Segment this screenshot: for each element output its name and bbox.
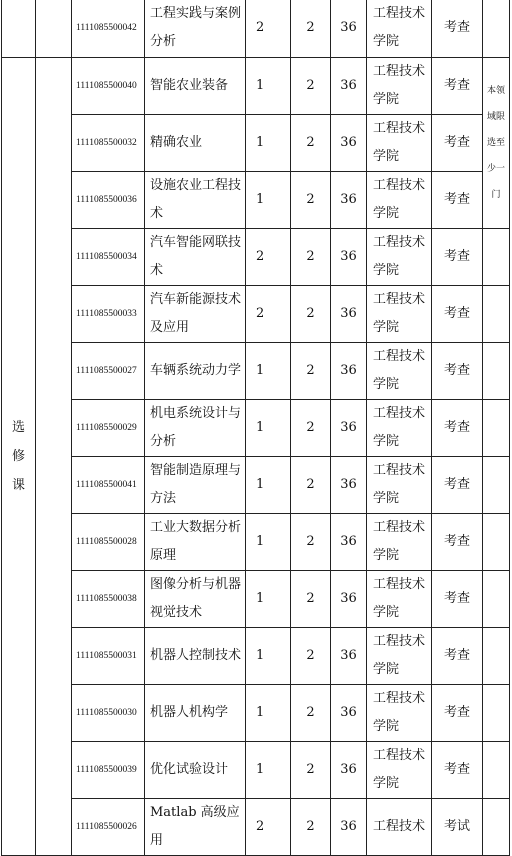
course-credit: 1 (246, 457, 291, 514)
course-code: 1111085500026 (72, 799, 145, 856)
course-credit: 1 (246, 742, 291, 799)
course-credit: 1 (246, 115, 291, 172)
course-code: 1111085500031 (72, 628, 145, 685)
course-weeks: 2 (291, 229, 331, 286)
table-row (2, 742, 510, 799)
course-department: 工程技术学院 (367, 400, 432, 457)
course-code: 1111085500032 (72, 115, 145, 172)
course-name: 智能农业装备 (145, 58, 246, 115)
course-name: 图像分析与机器视觉技术 (145, 571, 246, 628)
course-hours: 36 (331, 400, 367, 457)
course-department: 工程技术学院 (367, 58, 432, 115)
course-department: 工程技术学院 (367, 286, 432, 343)
course-hours: 36 (331, 115, 367, 172)
course-exam-type: 考查 (432, 685, 483, 742)
course-hours: 36 (331, 343, 367, 400)
course-department: 工程技术学院 (367, 229, 432, 286)
course-credit: 1 (246, 514, 291, 571)
subcategory-cell-blank (36, 0, 72, 58)
course-weeks: 2 (291, 571, 331, 628)
course-weeks: 2 (291, 514, 331, 571)
course-name: 优化试验设计 (145, 742, 246, 799)
course-name: 机器人机构学 (145, 685, 246, 742)
elective-note-line: 域限 (486, 112, 505, 122)
course-weeks: 2 (291, 172, 331, 229)
table-row (2, 0, 510, 58)
course-code: 1111085500029 (72, 400, 145, 457)
course-department: 工程技术学院 (367, 571, 432, 628)
table-row (2, 628, 510, 685)
table-row (2, 400, 510, 457)
course-code: 1111085500028 (72, 514, 145, 571)
course-credit: 1 (246, 685, 291, 742)
course-hours: 36 (331, 514, 367, 571)
course-weeks: 2 (291, 628, 331, 685)
course-name: 机器人控制技术 (145, 628, 246, 685)
course-code: 1111085500041 (72, 457, 145, 514)
course-department: 工程技术学院 (367, 343, 432, 400)
table-row (2, 286, 510, 343)
elective-note-line: 少一 (486, 164, 505, 174)
course-credit: 1 (246, 400, 291, 457)
table-row (2, 799, 510, 856)
course-exam-type: 考查 (432, 172, 483, 229)
course-exam-type: 考查 (432, 457, 483, 514)
table-row (2, 685, 510, 742)
note-cell-blank (483, 343, 510, 400)
subcategory-cell-blank (36, 58, 72, 856)
course-code: 1111085500039 (72, 742, 145, 799)
note-cell-blank (483, 685, 510, 742)
course-credit: 2 (246, 229, 291, 286)
note-cell-blank (483, 571, 510, 628)
course-exam-type: 考查 (432, 571, 483, 628)
course-weeks: 2 (291, 0, 331, 58)
course-weeks: 2 (291, 685, 331, 742)
course-hours: 36 (331, 742, 367, 799)
course-name: 智能制造原理与方法 (145, 457, 246, 514)
elective-note-line: 选至 (486, 138, 505, 148)
course-weeks: 2 (291, 400, 331, 457)
table-row (2, 571, 510, 628)
category-char: 课 (11, 478, 25, 493)
course-exam-type: 考查 (432, 0, 483, 58)
course-name: 汽车智能网联技术 (145, 229, 246, 286)
course-department: 工程技术学院 (367, 115, 432, 172)
course-weeks: 2 (291, 343, 331, 400)
course-exam-type: 考查 (432, 742, 483, 799)
course-hours: 36 (331, 286, 367, 343)
course-weeks: 2 (291, 799, 331, 856)
course-credit: 1 (246, 628, 291, 685)
table-row (2, 457, 510, 514)
course-code: 1111085500033 (72, 286, 145, 343)
course-credit: 2 (246, 799, 291, 856)
course-exam-type: 考查 (432, 400, 483, 457)
category-label (2, 58, 36, 856)
course-credit: 1 (246, 58, 291, 115)
course-name: Matlab 高级应用 (145, 799, 246, 856)
course-exam-type: 考查 (432, 286, 483, 343)
note-cell-blank (483, 286, 510, 343)
elective-note-line: 门 (491, 190, 501, 200)
course-name: 设施农业工程技术 (145, 172, 246, 229)
note-cell-blank (483, 514, 510, 571)
course-weeks: 2 (291, 58, 331, 115)
table-row (2, 229, 510, 286)
course-code: 1111085500042 (72, 0, 145, 58)
course-code: 1111085500036 (72, 172, 145, 229)
course-exam-type: 考查 (432, 628, 483, 685)
course-hours: 36 (331, 58, 367, 115)
note-cell-blank (483, 742, 510, 799)
note-cell-blank (483, 628, 510, 685)
course-name: 车辆系统动力学 (145, 343, 246, 400)
note-cell-blank (483, 229, 510, 286)
category-char: 修 (11, 449, 25, 464)
course-name: 精确农业 (145, 115, 246, 172)
course-weeks: 2 (291, 115, 331, 172)
note-cell-blank (483, 457, 510, 514)
course-hours: 36 (331, 571, 367, 628)
note-cell-blank (483, 400, 510, 457)
course-code: 1111085500030 (72, 685, 145, 742)
course-exam-type: 考查 (432, 115, 483, 172)
course-code: 1111085500027 (72, 343, 145, 400)
elective-note (483, 58, 510, 229)
course-rows (2, 0, 510, 856)
course-exam-type: 考查 (432, 514, 483, 571)
course-name: 工程实践与案例分析 (145, 0, 246, 58)
course-department: 工程技术 (367, 799, 432, 856)
course-exam-type: 考查 (432, 343, 483, 400)
table-row (2, 343, 510, 400)
table-row (2, 172, 510, 229)
course-code: 1111085500038 (72, 571, 145, 628)
course-table (1, 0, 510, 856)
course-hours: 36 (331, 457, 367, 514)
note-cell-blank (483, 0, 510, 58)
course-department: 工程技术学院 (367, 172, 432, 229)
table-row (2, 514, 510, 571)
note-cell-blank (483, 799, 510, 856)
course-name: 机电系统设计与分析 (145, 400, 246, 457)
elective-note-line: 本领 (486, 86, 505, 96)
course-department: 工程技术学院 (367, 628, 432, 685)
course-weeks: 2 (291, 286, 331, 343)
course-credit: 2 (246, 286, 291, 343)
course-department: 工程技术学院 (367, 685, 432, 742)
course-name: 汽车新能源技术及应用 (145, 286, 246, 343)
course-credit: 1 (246, 571, 291, 628)
course-hours: 36 (331, 685, 367, 742)
course-hours: 36 (331, 172, 367, 229)
course-credit: 2 (246, 0, 291, 58)
course-code: 1111085500040 (72, 58, 145, 115)
course-credit: 1 (246, 343, 291, 400)
category-cell-blank (2, 0, 36, 58)
course-hours: 36 (331, 0, 367, 58)
course-department: 工程技术学院 (367, 0, 432, 58)
course-hours: 36 (331, 799, 367, 856)
course-weeks: 2 (291, 457, 331, 514)
course-department: 工程技术学院 (367, 742, 432, 799)
course-credit: 1 (246, 172, 291, 229)
table-row (2, 58, 510, 115)
course-exam-type: 考试 (432, 799, 483, 856)
table-row (2, 115, 510, 172)
course-hours: 36 (331, 628, 367, 685)
course-exam-type: 考查 (432, 58, 483, 115)
category-char: 选 (11, 420, 25, 435)
course-hours: 36 (331, 229, 367, 286)
course-name: 工业大数据分析原理 (145, 514, 246, 571)
course-department: 工程技术学院 (367, 457, 432, 514)
course-weeks: 2 (291, 742, 331, 799)
course-code: 1111085500034 (72, 229, 145, 286)
course-department: 工程技术学院 (367, 514, 432, 571)
course-exam-type: 考查 (432, 229, 483, 286)
